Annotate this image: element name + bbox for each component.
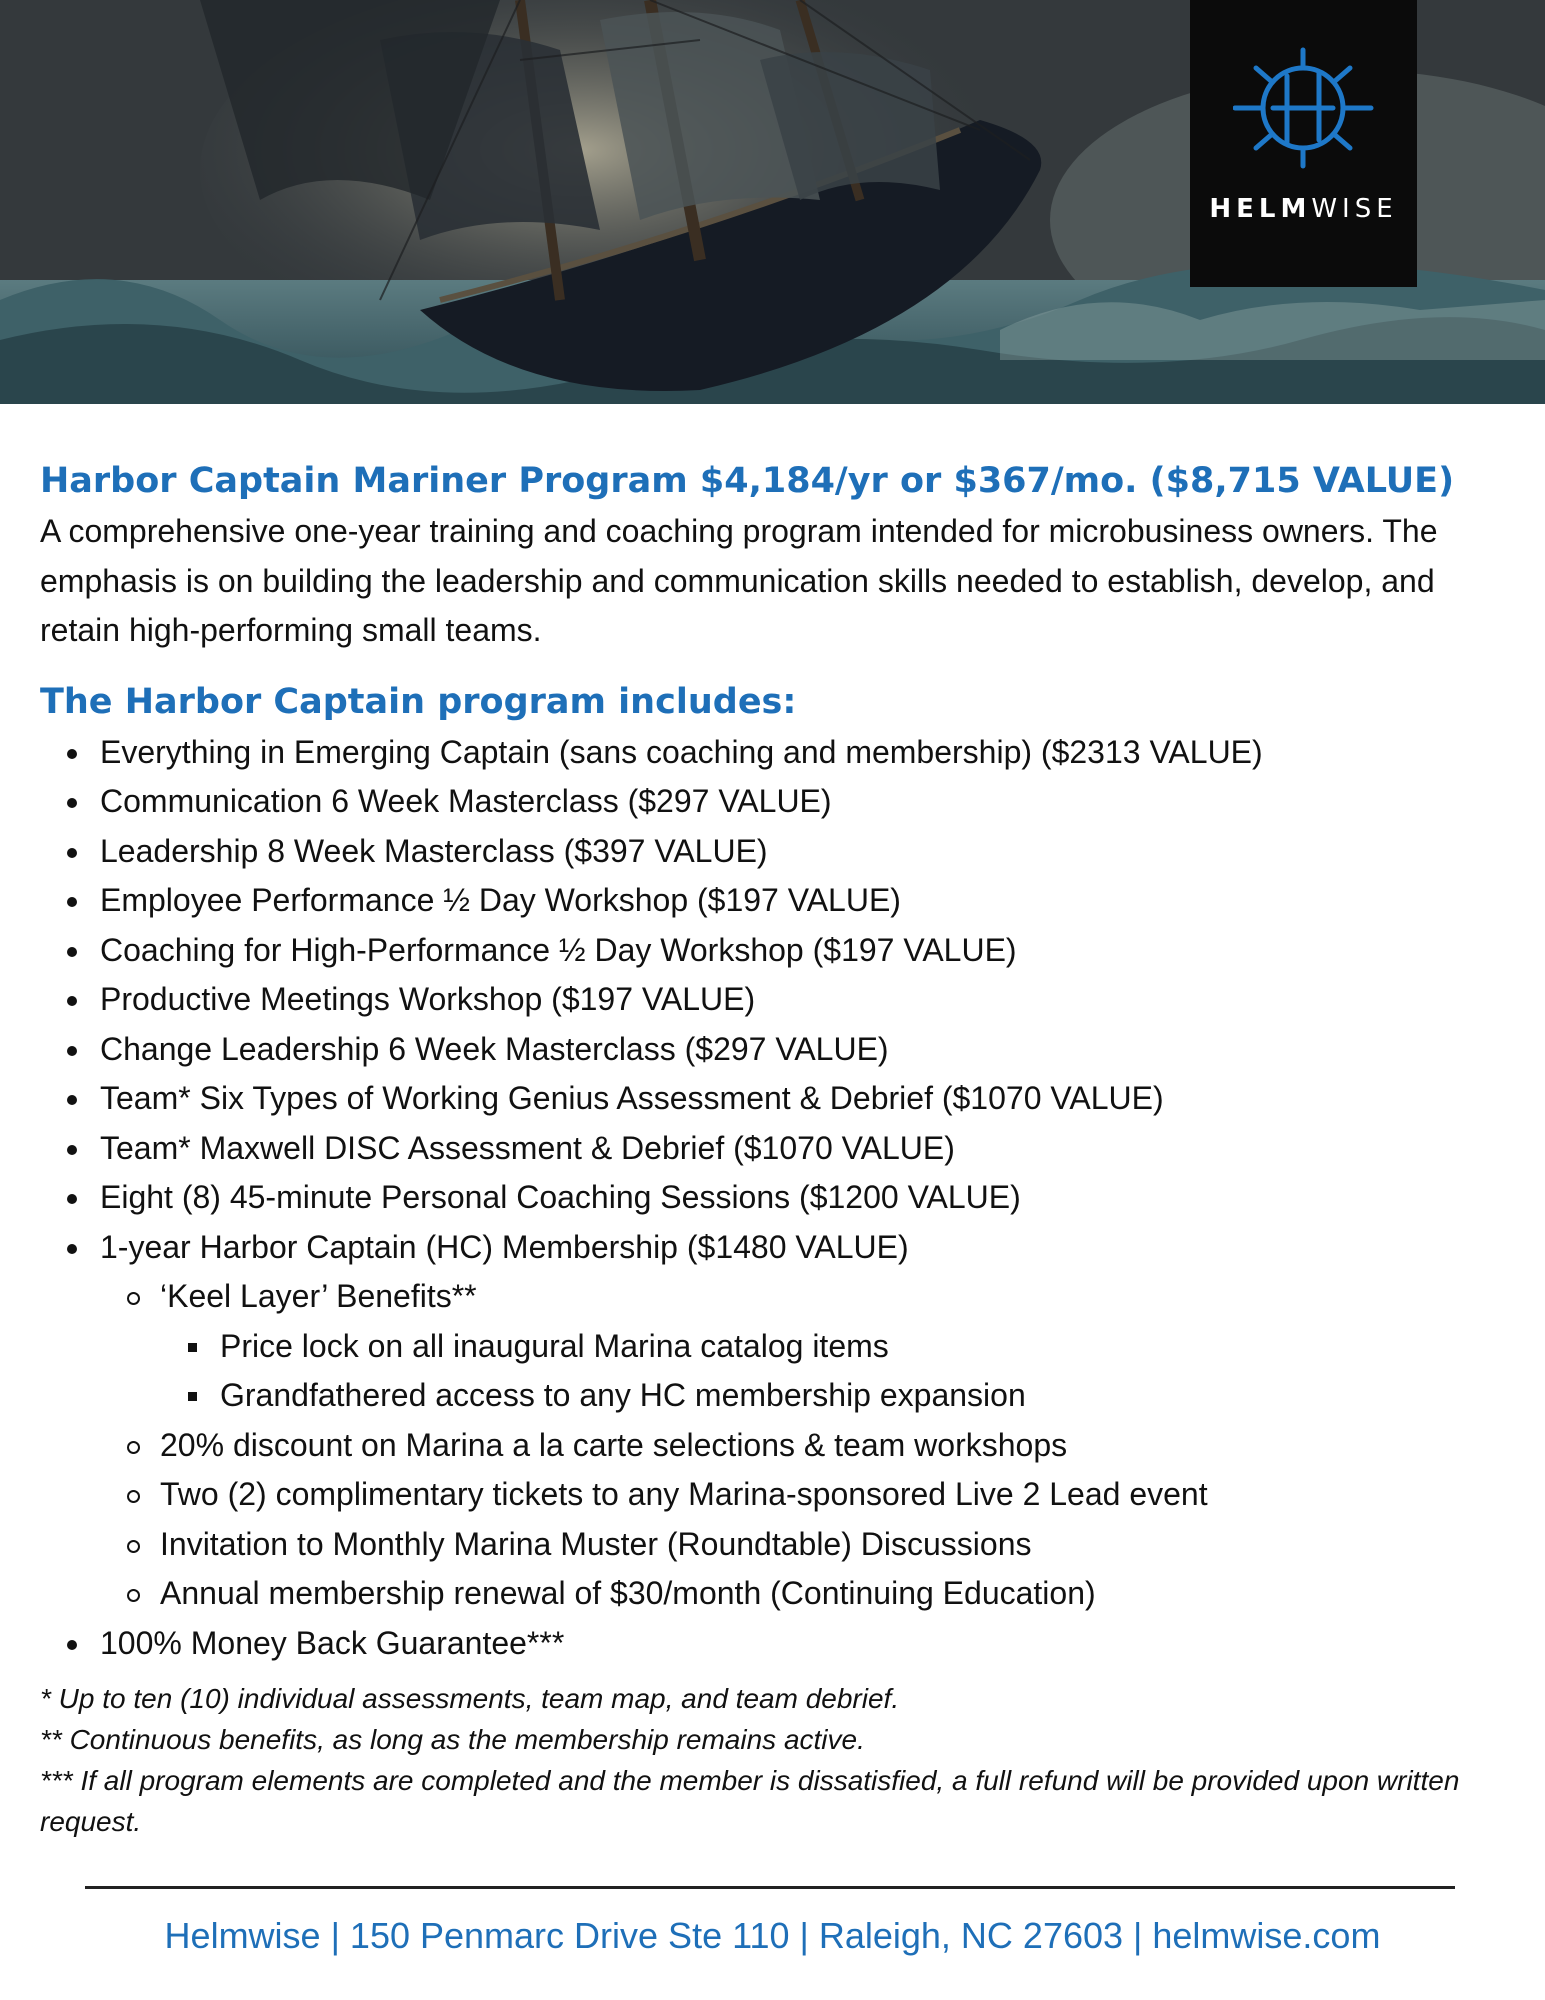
bullet-icon <box>67 749 77 759</box>
bullet-icon <box>67 1095 77 1105</box>
square-bullet-icon <box>188 1392 197 1401</box>
hollow-bullet-icon <box>127 1540 140 1553</box>
helmwise-logo <box>1190 0 1417 287</box>
hollow-bullet-icon <box>127 1441 140 1454</box>
footnote: ** Continuous benefits, as long as the membership remains active. <box>40 1724 865 1755</box>
main-content <box>40 455 1510 1842</box>
includes-heading: The Harbor Captain program includes: <box>40 681 797 722</box>
logo-wordmark: HELMWISE <box>1209 194 1398 224</box>
sub-list-item: Two (2) complimentary tickets to any Marina-sponsored Live 2 Lead event <box>40 1470 1510 1520</box>
bullet-icon <box>67 848 77 858</box>
list-item: 100% Money Back Guarantee*** <box>40 1619 1510 1669</box>
bullet-icon <box>67 1046 77 1056</box>
sub-list-item: Annual membership renewal of $30/month (Continuing Education) <box>40 1569 1510 1619</box>
bullet-icon <box>67 1145 77 1155</box>
footnote: * Up to ten (10) individual assessments, team map, and team debrief. <box>40 1683 900 1714</box>
list-item: Employee Performance ½ Day Workshop ($197 VALUE) <box>40 876 1510 926</box>
sub-list-item: Invitation to Monthly Marina Muster (Roundtable) Discussions <box>40 1520 1510 1570</box>
program-description: A comprehensive one-year training and coaching program intended for microbusiness owners. The emphasis is on building the leadership and communication skills needed to establish, develop, and retain high-performing small teams. <box>40 513 1438 648</box>
hero-image <box>0 0 1545 404</box>
hollow-bullet-icon <box>127 1589 140 1602</box>
list-item: Coaching for High-Performance ½ Day Workshop ($197 VALUE) <box>40 926 1510 976</box>
bullet-icon <box>67 1194 77 1204</box>
bullet-icon <box>67 798 77 808</box>
divider <box>85 1886 1455 1889</box>
hollow-bullet-icon <box>127 1490 140 1503</box>
bullet-icon <box>67 1244 77 1254</box>
list-item: Eight (8) 45-minute Personal Coaching Sessions ($1200 VALUE) <box>40 1173 1510 1223</box>
list-item: Leadership 8 Week Masterclass ($397 VALUE) <box>40 827 1510 877</box>
square-bullet-icon <box>188 1343 197 1352</box>
list-item: 1-year Harbor Captain (HC) Membership ($1480 VALUE) <box>40 1223 1510 1273</box>
sub-list-item: 20% discount on Marina a la carte selections & team workshops <box>40 1421 1510 1471</box>
sub-sub-list-item: Grandfathered access to any HC membership expansion <box>40 1371 1510 1421</box>
bullet-icon <box>67 897 77 907</box>
list-item: Change Leadership 6 Week Masterclass ($297 VALUE) <box>40 1025 1510 1075</box>
bullet-icon <box>67 996 77 1006</box>
footer-contact: Helmwise | 150 Penmarc Drive Ste 110 | Raleigh, NC 27603 | helmwise.com <box>164 1915 1381 1956</box>
bullet-icon <box>67 1640 77 1650</box>
hollow-bullet-icon <box>127 1292 140 1305</box>
program-title: Harbor Captain Mariner Program $4,184/yr or $367/mo. ($8,715 VALUE) <box>40 461 1455 501</box>
list-item: Everything in Emerging Captain (sans coaching and membership) ($2313 VALUE) <box>40 728 1510 778</box>
list-item: Team* Maxwell DISC Assessment & Debrief ($1070 VALUE) <box>40 1124 1510 1174</box>
footnote: *** If all program elements are completed and the member is dissatisfied, a full refund will be provided upon written request. <box>40 1765 1460 1837</box>
footnotes <box>40 1678 1510 1842</box>
includes-list <box>40 728 1510 1669</box>
sub-sub-list-item: Price lock on all inaugural Marina catalog items <box>40 1322 1510 1372</box>
list-item: Team* Six Types of Working Genius Assessment & Debrief ($1070 VALUE) <box>40 1074 1510 1124</box>
bullet-icon <box>67 947 77 957</box>
list-item: Productive Meetings Workshop ($197 VALUE) <box>40 975 1510 1025</box>
ship-wheel-h-icon <box>1233 46 1374 176</box>
sub-list-item: ‘Keel Layer’ Benefits** <box>40 1272 1510 1322</box>
list-item: Communication 6 Week Masterclass ($297 VALUE) <box>40 777 1510 827</box>
